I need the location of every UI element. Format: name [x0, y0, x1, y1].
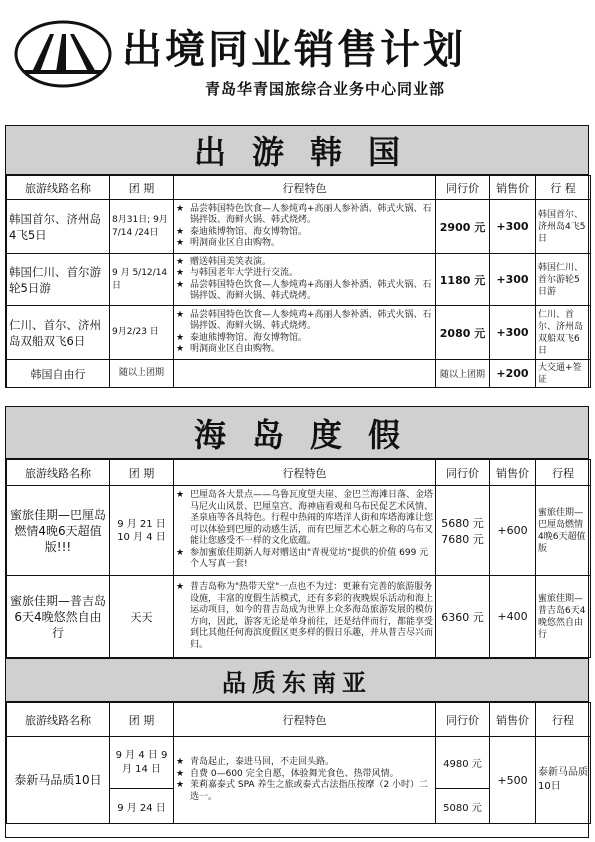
section-island [5, 406, 589, 838]
sale-price: +400 [490, 576, 536, 658]
sale-price: +300 [490, 306, 536, 360]
col-header: 销售价 [490, 703, 536, 737]
tour-dates: 8月31日; 9月7/14 /24日 [110, 200, 174, 254]
route-name: 泰新马品质10日 [7, 737, 110, 824]
col-header: 团 期 [110, 703, 174, 737]
page-subtitle: 青岛华青国旅综合业务中心同业部 [205, 80, 446, 98]
peer-price: 随以上团期 [436, 360, 490, 388]
col-header: 销售价 [490, 460, 536, 486]
table-row [7, 200, 591, 254]
table-header-row [7, 703, 591, 737]
star-icon: ★ [176, 768, 185, 779]
col-header: 同行价 [436, 460, 490, 486]
peer-price: 5080 元 [436, 789, 490, 824]
star-icon: ★ [176, 279, 185, 290]
features-cell [174, 360, 436, 388]
feature-text: 明洞商业区自由购物。 [190, 238, 281, 248]
route-name: 仁川、首尔、济州岛双船双飞6日 [7, 306, 110, 360]
page-header [0, 0, 595, 112]
section-title-korea: 出游韩国 [6, 126, 588, 175]
feature-text: 品尝韩国特色饮食—人参炖鸡+高丽人参补酒、韩式火锅、石锅拌饭、海鲜火锅、韩式烧烤。 [190, 279, 432, 301]
feature-text: 泰迪熊博物馆、海女博物馆。 [190, 226, 308, 237]
peer-price: 2080 元 [436, 306, 490, 360]
table-row [7, 576, 591, 658]
itinerary: 仁川、首尔、济州岛双船双飞6日 [536, 306, 591, 360]
col-header: 行程 [536, 703, 591, 737]
route-name: 韩国自由行 [7, 360, 110, 388]
itinerary: 蜜旅佳期—巴厘岛燃情4晚6天超值版 [536, 486, 591, 576]
col-header: 团 期 [110, 460, 174, 486]
tour-dates: 9月2/23 日 [110, 306, 174, 360]
star-icon: ★ [176, 582, 185, 592]
col-header: 行 程 [536, 176, 591, 200]
feature-text: 青岛起止，泰进马回，不走回头路。 [190, 757, 335, 767]
tour-dates: 随以上团期 [110, 360, 174, 388]
star-icon: ★ [176, 309, 185, 320]
star-icon: ★ [176, 203, 185, 214]
itinerary: 蜜旅佳期—普吉岛6天4晚悠然自由行 [536, 576, 591, 658]
route-name: 蜜旅佳期—巴厘岛燃情4晚6天超值版!!! [7, 486, 110, 576]
feature-text: 泰迪熊博物馆、海女博物馆。 [190, 332, 308, 343]
feature-text: 赠送韩国美笑表演。 [190, 256, 272, 267]
col-header: 行程特色 [174, 703, 436, 737]
island-table [6, 459, 591, 658]
tour-dates: 9 月 24 日 [110, 789, 174, 824]
itinerary: 泰新马品质10日 [536, 737, 591, 824]
feature-text: 品尝韩国特色饮食—人参炖鸡+高丽人参补酒、韩式火锅、石锅拌饭、海鲜火锅、韩式烧烤。 [190, 203, 432, 225]
sale-price: +300 [490, 254, 536, 306]
tour-dates: 9 月 5/12/14 日 [110, 254, 174, 306]
star-icon: ★ [176, 344, 185, 354]
star-icon: ★ [176, 268, 185, 278]
table-row [7, 254, 591, 306]
col-header: 同行价 [436, 703, 490, 737]
features-cell [174, 486, 436, 576]
table-header-row [7, 460, 591, 486]
star-icon: ★ [176, 256, 185, 267]
section-title-island: 海岛度假 [6, 407, 588, 459]
star-icon: ★ [176, 490, 185, 501]
route-name: 蜜旅佳期—普吉岛6天4晚悠然自由行 [7, 576, 110, 658]
star-icon: ★ [176, 757, 185, 767]
sale-price: +500 [490, 737, 536, 824]
itinerary: 大交通+签证 [536, 360, 591, 388]
feature-text: 参加蜜旅佳期新人每对赠送由"青视觉坊"提供的价值 699 元个人写真一套! [190, 547, 429, 570]
col-header: 行程特色 [174, 176, 436, 200]
star-icon: ★ [176, 547, 185, 558]
col-header: 团 期 [110, 176, 174, 200]
company-logo-icon [14, 20, 112, 88]
route-name: 韩国仁川、首尔游轮5日游 [7, 254, 110, 306]
table-row [7, 486, 591, 576]
korea-table [6, 175, 591, 388]
peer-price: 5680 元 7680 元 [436, 486, 490, 576]
route-name: 韩国首尔、济州岛4飞5日 [7, 200, 110, 254]
star-icon: ★ [176, 226, 185, 237]
col-header: 行程 [536, 460, 591, 486]
tour-dates: 9 月 21 日 10 月 4 日 [110, 486, 174, 576]
col-header: 旅游线路名称 [7, 176, 110, 200]
col-header: 旅游线路名称 [7, 460, 110, 486]
tour-dates: 9 月 4 日 9 月 14 日 [110, 737, 174, 789]
peer-price: 1180 元 [436, 254, 490, 306]
feature-text: 与韩国老年大学进行交流。 [190, 268, 299, 278]
peer-price: 4980 元 [436, 737, 490, 789]
feature-text: 自费 0—600 完全自愿，体验舞光食色、热带风情。 [190, 768, 399, 779]
southeast-asia-table [6, 702, 591, 824]
feature-text: 巴厘岛各大景点——乌鲁瓦度望夫崖、金巴兰海滩日落、金塔马尼火山风景、巴厘皇宫、海神庙看观和乌布民促艺术风情、圣泉庙等各具特色。行程中热闹的库塔洋人街和库塔海滩让您可以体验到巴厘的动感生活，而有巴厘艺术心脏之称的乌布又能让您感受不一样的文化底蕴。 [190, 490, 434, 547]
features-cell [174, 306, 436, 360]
feature-text: 普吉岛称为"热带天堂"一点也不为过：更兼有完善的旅游服务设施，丰富的度假生活模式，还有多彩的夜晚娱乐活动和海上运动项目，如今的普吉岛成为世界上众多海岛旅游发展的模仿方向，因此，游客无论是单身前往，还是结伴而行，都能享受到比其他任何海滨度假区更多样的假日乐趣，并从普吉尽兴而归。 [190, 582, 434, 650]
itinerary: 韩国首尔、济州岛4飞5日 [536, 200, 591, 254]
col-header: 旅游线路名称 [7, 703, 110, 737]
feature-text: 明洞商业区自由购物。 [190, 344, 281, 354]
col-header: 行程特色 [174, 460, 436, 486]
sale-price: +600 [490, 486, 536, 576]
features-cell [174, 254, 436, 306]
table-row [7, 360, 591, 388]
peer-price: 2900 元 [436, 200, 490, 254]
col-header: 同行价 [436, 176, 490, 200]
features-cell [174, 737, 436, 824]
features-cell [174, 200, 436, 254]
feature-text: 茉莉嘉泰式 SPA 养生之旅或泰式古法指压按摩（2 小时）二选一。 [190, 780, 429, 802]
star-icon: ★ [176, 332, 185, 343]
table-row [7, 306, 591, 360]
peer-price: 6360 元 [436, 576, 490, 658]
features-cell [174, 576, 436, 658]
page-title: 出境同业销售计划 [122, 26, 466, 73]
star-icon: ★ [176, 780, 185, 790]
sale-price: +300 [490, 200, 536, 254]
feature-text: 品尝韩国特色饮食—人参炖鸡+高丽人参补酒、韩式火锅、石锅拌饭、海鲜火锅、韩式烧烤。 [190, 309, 432, 331]
col-header: 销售价 [490, 176, 536, 200]
table-header-row [7, 176, 591, 200]
sale-price: +200 [490, 360, 536, 388]
table-row [7, 737, 591, 789]
section-title-southeast-asia: 品质东南亚 [6, 658, 588, 702]
itinerary: 韩国仁川、首尔游轮5日游 [536, 254, 591, 306]
section-korea [5, 125, 589, 388]
tour-dates: 天天 [110, 576, 174, 658]
star-icon: ★ [176, 238, 185, 248]
